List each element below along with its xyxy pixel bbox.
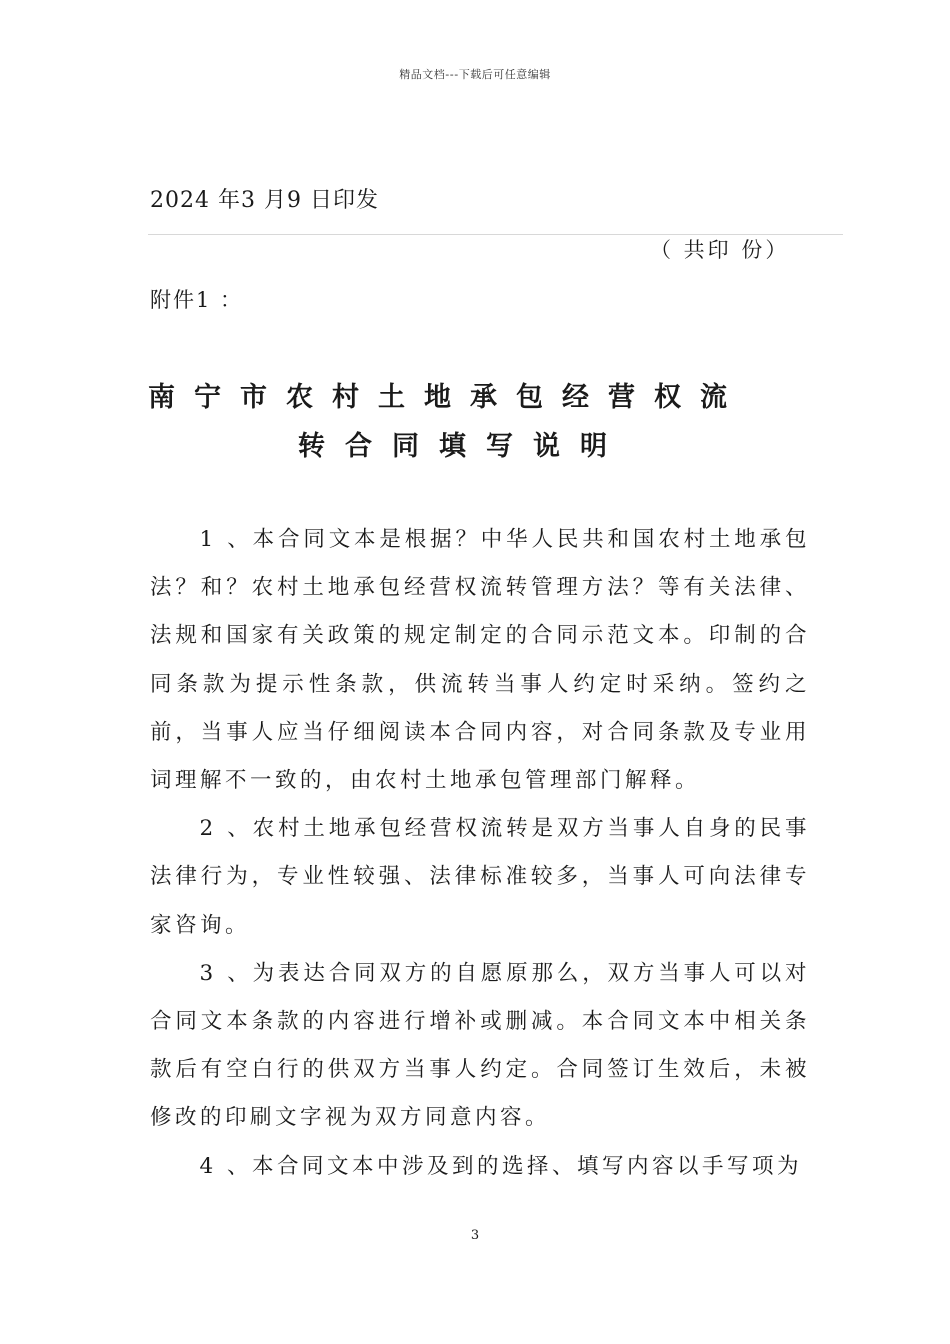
paragraph-1: 1 、本合同文本是根据？中华人民共和国农村土地承包法？和？农村土地承包经营权流转管理方法？等有关法律、法规和国家有关政策的规定制定的合同示范文本。印制的合同条款为提示性条款，供流转当事人约定时采纳。签约之前，当事人应当仔细阅读本合同内容，对合同条款及专业用词理解不一致的，由农村土地承包管理部门解释。 [150,527,810,794]
document-body [150,516,810,1191]
attachment-label: 附件1 ： [150,288,244,312]
header-note: 精品文档---下载后可任意编辑 [399,68,551,81]
page-number: 3 [470,1228,480,1243]
document-title-line-2: 转合同填写说明 [298,431,627,462]
document-title-line-1: 南宁市农村土地承包经营权流 [148,382,746,413]
paragraph-4: 4 、本合同文本中涉及到的选择、填写内容以手写项为 [199,1153,802,1179]
paragraph-3: 3 、为表达合同双方的自愿原那么，双方当事人可以对合同文本条款的内容进行增补或删减。本合同文本中相关条款后有空白行的供双方当事人约定。合同签订生效后，未被修改的印刷文字视为双方同意内容。 [150,960,810,1131]
copies-count: （ 共印 份） [650,238,790,262]
issue-date: 2024 年3 月9 日印发 [150,188,379,213]
paragraph-2: 2 、农村土地承包经营权流转是双方当事人自身的民事法律行为，专业性较强、法律标准较多，当事人可向法律专家咨询。 [150,816,810,938]
